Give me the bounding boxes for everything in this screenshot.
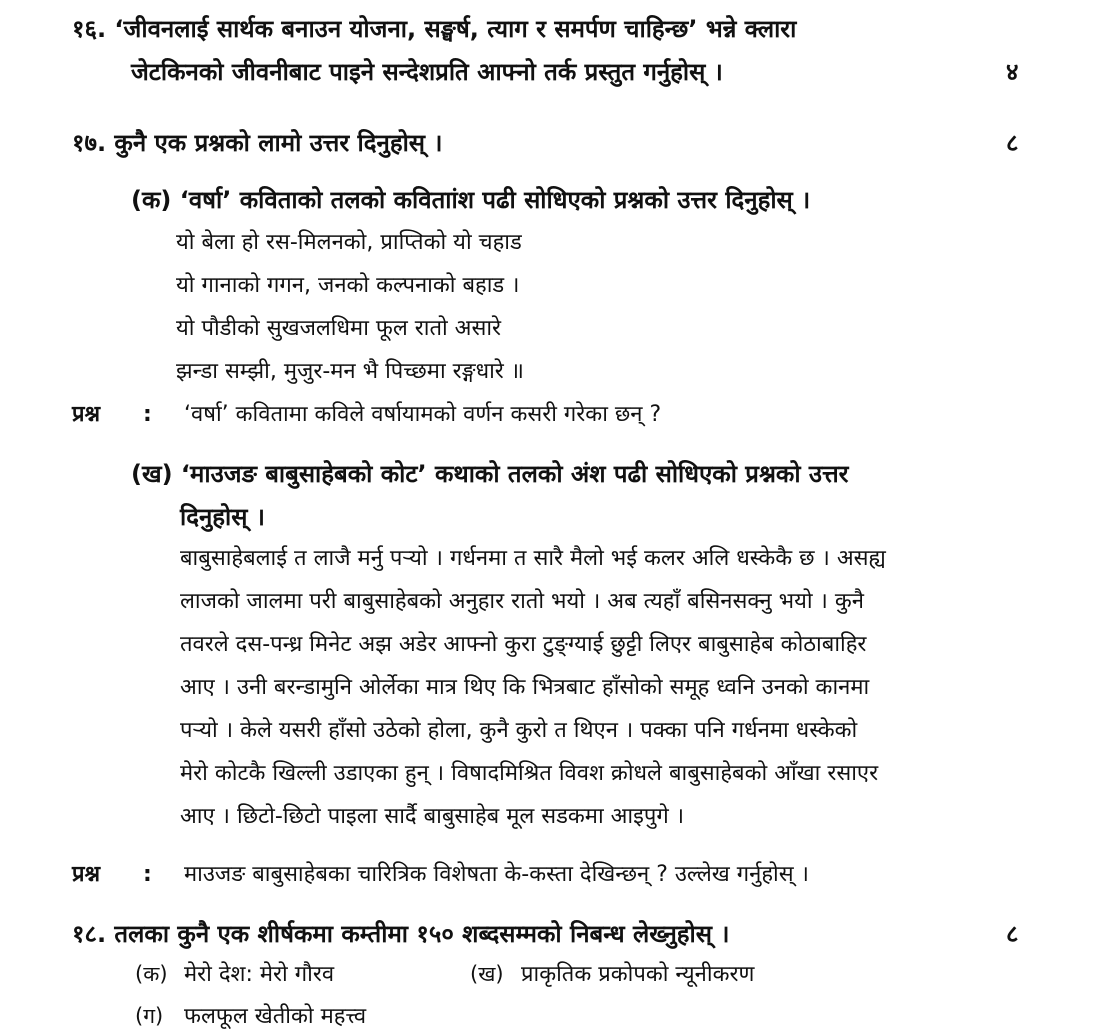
passage-line-6: मेरो कोटकै खिल्ली उडाएका हुन् । विषादमिश्रित विवश क्रोधले बाबुसाहेबको आँखा रसाएर xyxy=(180,761,879,786)
q17-heading: १७. कुनै एक प्रश्नको लामो उत्तर दिनुहोस् । xyxy=(72,129,443,157)
question-label: प्रश्न xyxy=(72,402,101,427)
poem-line-1: यो बेला हो रस-मिलनको, प्राप्तिको यो चहाड xyxy=(176,230,522,255)
question-label: प्रश्न xyxy=(72,862,101,887)
option-ka-text: मेरो देश: मेरो गौरव xyxy=(184,962,335,987)
option-ka-label: (क) xyxy=(135,962,168,986)
poem-line-3: यो पौडीको सुखजलधिमा फूल रातो असारे xyxy=(176,316,502,341)
question-colon: : xyxy=(143,402,152,427)
q18-marks: ८ xyxy=(1006,920,1019,948)
option-kha-text: प्राकृतिक प्रकोपको न्यूनीकरण xyxy=(521,962,755,987)
q17-part-ka-heading: (क) ‘वर्षा’ कविताको तलको कविताांश पढी सोधिएको प्रश्नको उत्तर दिनुहोस् । xyxy=(131,186,811,214)
passage-line-7: आए । छिटो-छिटो पाइला सार्दै बाबुसाहेब मूल सडकमा आइपुगे । xyxy=(180,804,685,829)
passage-line-5: पऱ्यो । केले यसरी हाँसो उठेको होला, कुनै कुरो त थिएन । पक्का पनि गर्धनमा धस्केको xyxy=(180,718,858,743)
poem-line-2: यो गानाको गगन, जनको कल्पनाको बहाड । xyxy=(176,273,520,298)
passage-line-2: लाजको जालमा परी बाबुसाहेबको अनुहार रातो भयो । अब त्यहाँ बसिनसक्नु भयो । कुनै xyxy=(180,589,864,614)
passage-line-4: आए । उनी बरन्डामुनि ओर्लेका मात्र थिए कि भित्रबाट हाँसोको समूह ध्वनि उनको कानमा xyxy=(180,675,870,700)
poem-line-4: झन्डा सम्झी, मुजुर-मन भै पिच्छमा रङ्गधारे ॥ xyxy=(176,359,524,384)
passage-line-1: बाबुसाहेबलाई त लाजै मर्नु पऱ्यो । गर्धनमा त सारै मैलो भई कलर अलि धस्केकै छ । असह्य xyxy=(180,546,886,571)
question-text: ‘वर्षा’ कवितामा कविले वर्षायामको वर्णन कसरी गरेका छन् ? xyxy=(184,402,662,427)
option-ga-text: फलफूल खेतीको महत्त्व xyxy=(184,1004,367,1029)
option-ga-label: (ग) xyxy=(135,1004,164,1028)
q17-marks: ८ xyxy=(1006,129,1019,157)
q17-part-kha-heading-line2: दिनुहोस् । xyxy=(180,503,265,531)
option-kha-label: (ख) xyxy=(470,962,504,986)
question-text: माउजङ बाबुसाहेबका चारित्रिक विशेषता के-कस्ता देखिन्छन् ? उल्लेख गर्नुहोस् । xyxy=(184,862,809,887)
q17-part-kha-heading-line1: (ख) ‘माउजङ बाबुसाहेबको कोट’ कथाको तलको अंश पढी सोधिएको प्रश्नको उत्तर xyxy=(131,460,849,488)
q16-line1: १६. ‘जीवनलाई सार्थक बनाउन योजना, सङ्घर्ष, त्याग र समर्पण चाहिन्छ’ भन्ने क्लारा xyxy=(72,15,797,43)
q16-line2: जेटकिनको जीवनीबाट पाइने सन्देशप्रति आफ्नो तर्क प्रस्तुत गर्नुहोस् । xyxy=(131,58,723,86)
q18-heading: १८. तलका कुनै एक शीर्षकमा कम्तीमा १५० शब्दसम्मको निबन्ध लेख्नुहोस् । xyxy=(72,920,730,948)
q16-marks: ४ xyxy=(1006,58,1019,86)
passage-line-3: तवरले दस-पन्ध्र मिनेट अझ अडेर आफ्नो कुरा टुङ्ग्याई छुट्टी लिएर बाबुसाहेब कोठाबाहिर xyxy=(180,632,867,657)
question-colon: : xyxy=(143,862,152,887)
